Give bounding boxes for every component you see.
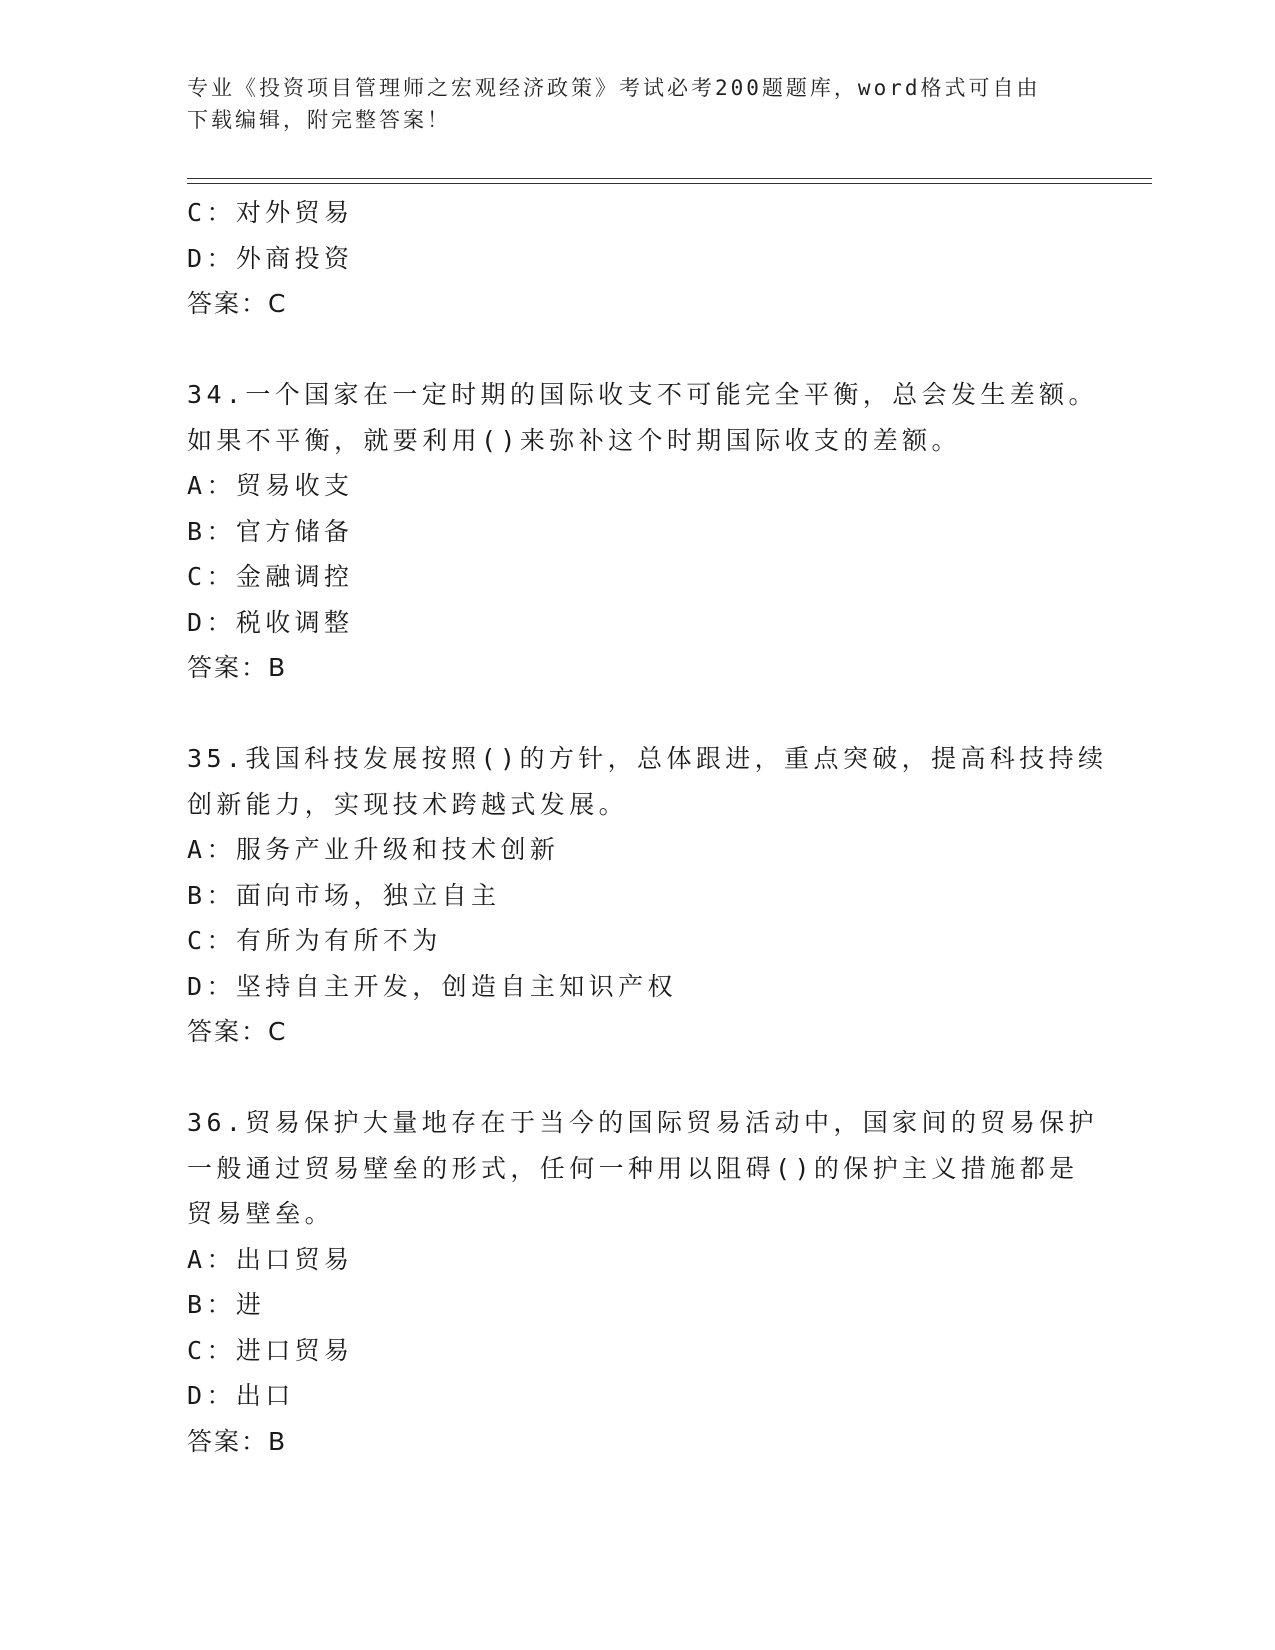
answer-label: 答案：B <box>187 653 288 682</box>
question-stem-line: 如果不平衡，就要利用()来弥补这个时期国际收支的差额。 <box>187 425 961 455</box>
spacer <box>187 1055 1087 1101</box>
spacer <box>187 691 1087 737</box>
option-c: C：金融调控 <box>187 562 354 591</box>
question-34 <box>187 372 1098 691</box>
option-d: D：税收调整 <box>187 607 354 637</box>
question-stem-line: 创新能力，实现技术跨越式发展。 <box>187 789 629 819</box>
option-a: A：出口贸易 <box>187 1244 354 1274</box>
header-divider-bottom <box>187 183 1152 184</box>
question-stem-line: 一般通过贸易壁垒的形式，任何一种用以阻碍()的保护主义措施都是 <box>187 1153 1079 1183</box>
option-b: B：官方储备 <box>187 516 354 546</box>
answer-label: 答案：B <box>187 1426 288 1456</box>
option-c: C：对外贸易 <box>187 198 354 227</box>
question-stem-line: 贸易壁垒。 <box>187 1199 335 1228</box>
option-c: C：进口贸易 <box>187 1335 354 1365</box>
question-33-tail <box>187 190 1087 327</box>
header-line-2: 下载编辑，附完整答案！ <box>187 108 451 132</box>
answer-label: 答案：C <box>187 1017 288 1046</box>
question-content <box>187 190 1108 1464</box>
option-d: D：坚持自主开发，创造自主知识产权 <box>187 971 677 1001</box>
option-b: B：进 <box>187 1290 266 1319</box>
option-b: B：面向市场，独立自主 <box>187 880 501 910</box>
question-36 <box>187 1100 1098 1464</box>
option-c: C：有所为有所不为 <box>187 926 442 955</box>
spacer <box>187 327 1087 373</box>
option-a: A：贸易收支 <box>187 471 354 500</box>
option-d: D：外商投资 <box>187 243 354 273</box>
answer-label: 答案：C <box>187 289 288 318</box>
question-stem-line: 34.一个国家在一定时期的国际收支不可能完全平衡，总会发生差额。 <box>187 380 1098 409</box>
document-header <box>187 72 1087 136</box>
option-d: D：出口 <box>187 1381 295 1410</box>
option-a: A：服务产业升级和技术创新 <box>187 835 560 864</box>
header-line-1: 专业《投资项目管理师之宏观经济政策》考试必考200题题库，word格式可自由 <box>187 76 1041 100</box>
header-divider-top <box>187 178 1152 179</box>
question-stem-line: 36.贸易保护大量地存在于当今的国际贸易活动中，国家间的贸易保护 <box>187 1108 1098 1137</box>
question-stem-line: 35.我国科技发展按照()的方针，总体跟进，重点突破，提高科技持续 <box>187 744 1108 773</box>
question-35 <box>187 736 1108 1055</box>
